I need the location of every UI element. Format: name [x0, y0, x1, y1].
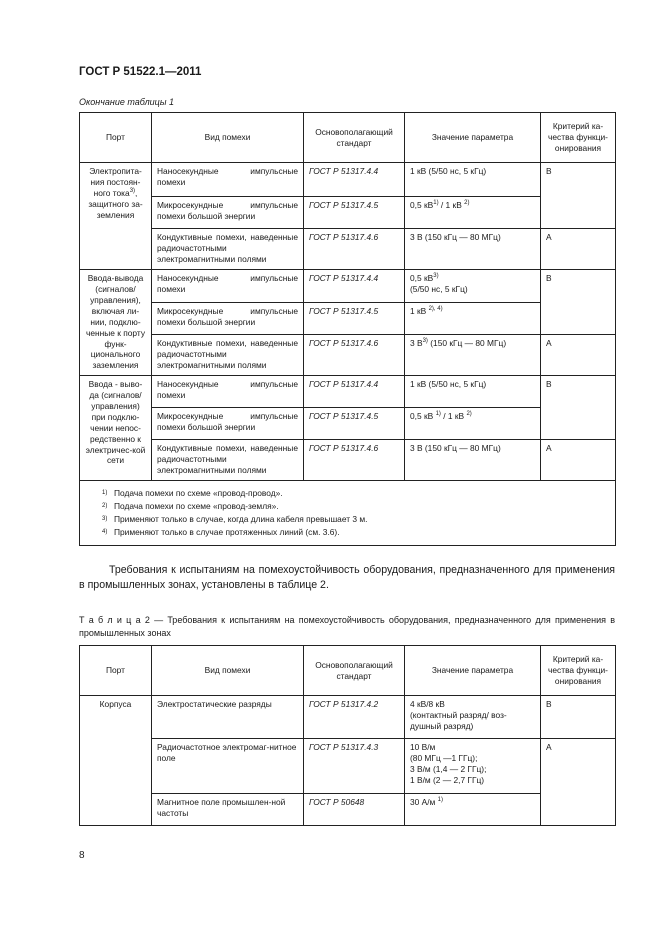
interference-type: Микросекундные импульсные помехи большой энергии — [152, 197, 304, 229]
port-cell: Ввода-вывода (сигналов/ управления), включая ли-нии, подклю-ченные к порту функ-ционального заземления — [80, 270, 152, 376]
table-row — [80, 163, 616, 197]
table1 — [79, 112, 616, 546]
standard-ref: ГОСТ Р 51317.4.5 — [304, 303, 405, 335]
standard-ref: ГОСТ Р 51317.4.4 — [304, 270, 405, 303]
param-value: 3 В (150 кГц — 80 МГц) — [405, 440, 541, 481]
header-criterion: Критерий ка-чества функци-онирования — [541, 646, 616, 696]
criterion: B — [541, 163, 616, 229]
footnote: 4) Применяют только в случае протяженных линий (см. 3.6). — [102, 527, 340, 537]
interference-type: Кондуктивные помехи, наведенные радиочастотными электромагнитными полями — [152, 440, 304, 481]
param-value: 1 кВ (5/50 нс, 5 кГц) — [405, 163, 541, 197]
port-cell: Корпуса — [80, 696, 152, 826]
interference-type: Микросекундные импульсные помехи большой энергии — [152, 408, 304, 440]
param-value: 0,5 кВ $^{1)}$ / 1 кВ $^{2)}$ — [405, 408, 541, 440]
table-row — [80, 270, 616, 303]
param-value: 0,5 $кВ^{3)}$ (5/50 нс, 5 кГц) — [405, 270, 541, 303]
table1-caption: Окончание таблицы 1 — [79, 97, 174, 107]
header-criterion: Критерий ка-чества функци-онирования — [541, 113, 616, 163]
table-row — [80, 696, 616, 739]
body-paragraph: Требования к испытаниям на помехоустойчивость оборудования, предназначенного для применения в промышленных зонах, установлены в таблице 2. — [79, 564, 615, 591]
table2-header-row — [80, 646, 616, 696]
footnote: 3) Применяют только в случае, когда длина кабеля превышает 3 м. — [102, 514, 368, 524]
standard-ref: ГОСТ Р 51317.4.6 — [304, 440, 405, 481]
header-value: Значение параметра — [405, 646, 541, 696]
interference-type: Электростатические разряды — [152, 696, 304, 739]
table-row — [80, 197, 616, 229]
header-type: Вид помехи — [152, 113, 304, 163]
criterion: B — [541, 376, 616, 440]
param-value: 30 А/м $^{1)}$ — [405, 794, 541, 826]
param-value: 3 $В^{3)}$ (150 кГц — 80 МГц) — [405, 335, 541, 376]
criterion: B — [541, 696, 616, 739]
param-value: 3 В (150 кГц — 80 МГц) — [405, 229, 541, 270]
footnotes — [80, 481, 616, 546]
criterion: A — [541, 229, 616, 270]
header-value: Значение параметра — [405, 113, 541, 163]
interference-type: Наносекундные импульсные помехи — [152, 270, 304, 303]
standard-ref: ГОСТ Р 51317.4.6 — [304, 229, 405, 270]
param-value: 4 кВ/8 кВ (контактный разряд/ воз-душный разряд) — [405, 696, 541, 739]
table-row — [80, 229, 616, 270]
interference-type: Микросекундные импульсные помехи большой энергии — [152, 303, 304, 335]
param-value: 1 кВ $^{2), 4)}$ — [405, 303, 541, 335]
standard-ref: ГОСТ Р 50648 — [304, 794, 405, 826]
header-standard: Основополагающий стандарт — [304, 113, 405, 163]
footnotes-row — [80, 481, 616, 546]
footnote: 2) Подача помехи по схеме «провод-земля». — [102, 501, 279, 511]
port-cell: Ввода - выво-да (сигналов/ управления) при подклю-чении непос-редственно к электричес-кой сети — [80, 376, 152, 481]
footnote: 1) Подача помехи по схеме «провод-провод». — [102, 488, 283, 498]
interference-type: Наносекундные импульсные помехи — [152, 163, 304, 197]
criterion: A — [541, 440, 616, 481]
interference-type: Наносекундные импульсные помехи — [152, 376, 304, 408]
interference-type: Магнитное поле промышлен-ной частоты — [152, 794, 304, 826]
standard-ref: ГОСТ Р 51317.4.2 — [304, 696, 405, 739]
document-header: ГОСТ Р 51522.1—2011 — [79, 66, 202, 78]
param-value: 0,5 $кВ^{1)} / 1$ кВ $^{2)}$ — [405, 197, 541, 229]
port-cell: Электропита-ния постоян-ного тока$^{3)}$, защитного за-земления — [80, 163, 152, 270]
table1-header-row — [80, 113, 616, 163]
table2-caption: Т а б л и ц а 2 — Требования к испытаниям на помехоустойчивость оборудования, предназначенного для применения в промышленных зонах — [79, 615, 615, 638]
table-row — [80, 440, 616, 481]
interference-type: Кондуктивные помехи, наведенные радиочастотными электромагнитными полями — [152, 335, 304, 376]
standard-ref: ГОСТ Р 51317.4.6 — [304, 335, 405, 376]
header-type: Вид помехи — [152, 646, 304, 696]
standard-ref: ГОСТ Р 51317.4.5 — [304, 197, 405, 229]
criterion: A — [541, 335, 616, 376]
table-row — [80, 739, 616, 794]
table-row — [80, 303, 616, 335]
standard-ref: ГОСТ Р 51317.4.4 — [304, 376, 405, 408]
table-row — [80, 794, 616, 826]
criterion: A — [541, 739, 616, 826]
standard-ref: ГОСТ Р 51317.4.3 — [304, 739, 405, 794]
interference-type: Кондуктивные помехи, наведенные радиочастотными электромагнитными полями — [152, 229, 304, 270]
param-value: 1 кВ (5/50 нс, 5 кГц) — [405, 376, 541, 408]
param-value: 10 В/м (80 МГц —1 ГГц); 3 В/м (1,4 — 2 ГГц); 1 В/м (2 — 2,7 ГГц) — [405, 739, 541, 794]
standard-ref: ГОСТ Р 51317.4.4 — [304, 163, 405, 197]
table-row — [80, 408, 616, 440]
header-port: Порт — [80, 646, 152, 696]
page-number: 8 — [79, 850, 85, 861]
criterion: B — [541, 270, 616, 335]
table2 — [79, 645, 616, 826]
header-port: Порт — [80, 113, 152, 163]
header-standard: Основополагающий стандарт — [304, 646, 405, 696]
standard-ref: ГОСТ Р 51317.4.5 — [304, 408, 405, 440]
table-row — [80, 376, 616, 408]
interference-type: Радиочастотное электромаг-нитное поле — [152, 739, 304, 794]
table-row — [80, 335, 616, 376]
